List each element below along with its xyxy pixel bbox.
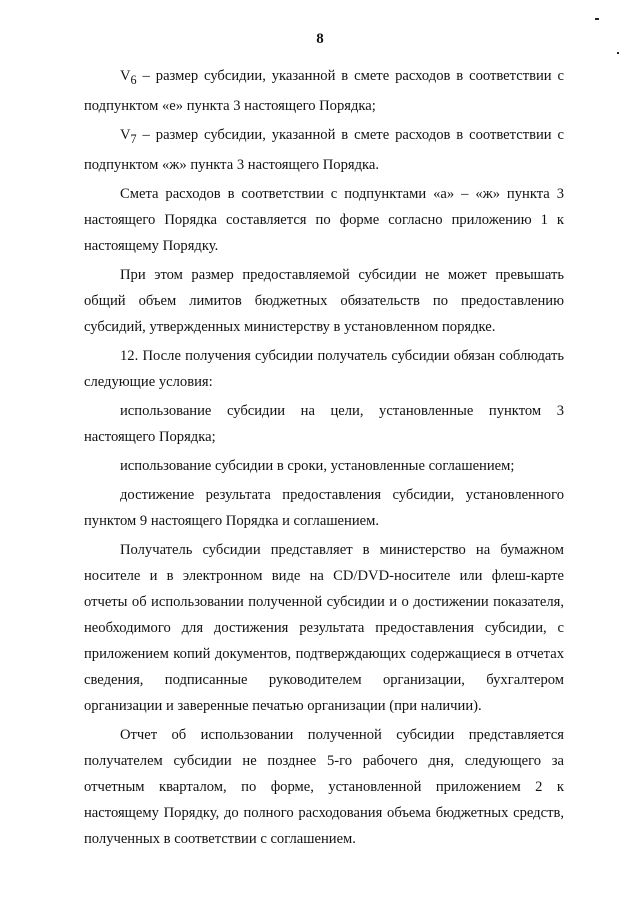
- scan-speck: [595, 18, 599, 20]
- condition-item-terms: использование субсидии в сроки, установленные соглашением;: [120, 457, 515, 474]
- page-number: 8: [316, 31, 324, 47]
- paragraph-reporting-obligation: Получатель субсидии представляет в министерство на бумажном носителе и в электронном виде на CD/DVD-носителе или флеш-карте отчеты об использовании полученной субсидии и о достижении показателя, необходимого для достижения результата предоставления субсидии, с приложением копий документов, подтверждающих содержащиеся в отчетах сведения, подписанные руководителем организации, бухгалтером организации и заверенные печатью организации (при наличии).: [84, 541, 564, 714]
- condition-item-result: достижение результата предоставления субсидии, установленного пунктом 9 настоящего Порядка и соглашением.: [84, 486, 564, 529]
- paragraph-v6-definition: [84, 63, 564, 119]
- paragraph-report-deadline: Отчет об использовании полученной субсидии представляется получателем субсидии не позднее 5-го рабочего дня, следующего за отчетным кварталом, по форме, установленной приложением 2 к настоящему Порядку, до полного расходования объема бюджетных средств, полученных в соответствии с соглашением.: [84, 726, 564, 847]
- paragraph-estimate-form: Смета расходов в соответствии с подпунктами «а» – «ж» пункта 3 настоящего Порядка составляется по форме согласно приложению 1 к настоящему Порядку.: [84, 185, 564, 254]
- paragraph-subsidy-limit: При этом размер предоставляемой субсидии не может превышать общий объем лимитов бюджетных обязательств по предоставлению субсидий, утвержденных министерству в установленном порядке.: [84, 266, 564, 335]
- document-body: [84, 63, 564, 855]
- variable-symbol: V: [120, 126, 131, 143]
- paragraph-section-12: 12. После получения субсидии получатель субсидии обязан соблюдать следующие условия:: [84, 347, 564, 390]
- variable-subscript: 6: [130, 72, 137, 87]
- paragraph-text: – размер субсидии, указанной в смете расходов в соответствии с подпунктом «ж» пункта 3 настоящего Порядка.: [84, 126, 564, 173]
- paragraph-text: – размер субсидии, указанной в смете расходов в соответствии с подпунктом «е» пункта 3 настоящего Порядка;: [84, 68, 564, 114]
- scan-speck: [617, 52, 619, 54]
- condition-item-purpose: использование субсидии на цели, установленные пунктом 3 настоящего Порядка;: [84, 402, 564, 445]
- paragraph-v7-definition: [84, 122, 564, 178]
- variable-symbol: V: [120, 68, 131, 84]
- variable-subscript: 7: [130, 131, 137, 146]
